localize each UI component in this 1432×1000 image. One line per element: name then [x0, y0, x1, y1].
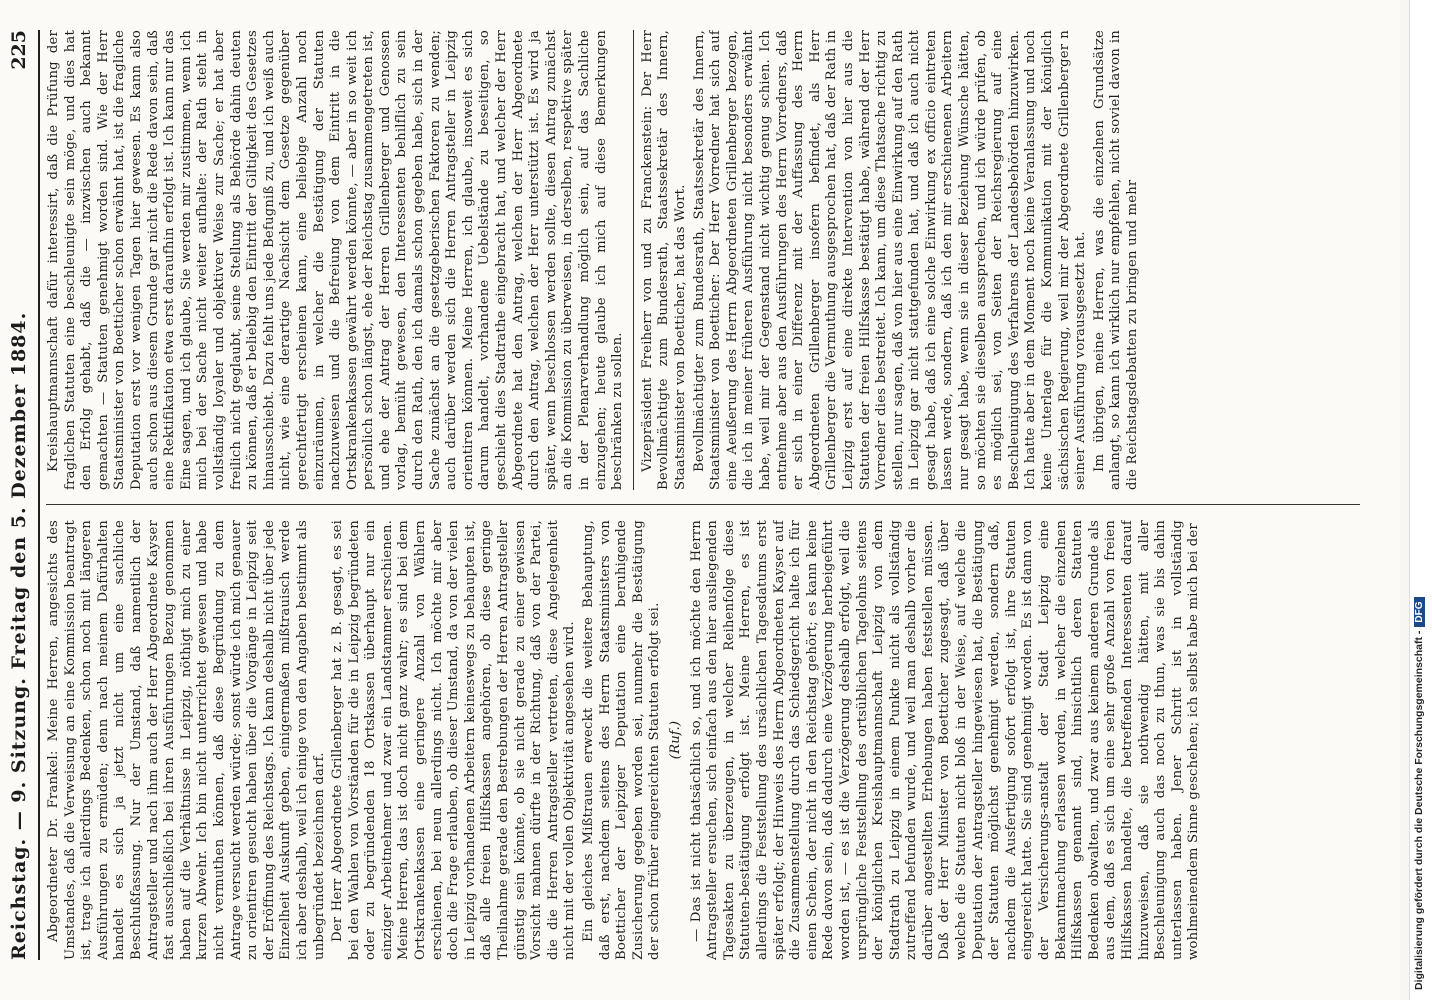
paragraph: Im übrigen, meine Herren, was die einzelnen Grundsätze anlangt, so kann ich wirklich nur empfehlen, nicht soviel davon in die Reichstagsdebatten zu bringen und mehr	[1091, 30, 1140, 490]
section-rule	[633, 30, 634, 490]
paragraph: Bevollmächtigter zum Bundesrath, Staatssekretär des Innern, Staatsminister von Boetticher: Der Herr Vorredner hat sich auf eine Aeußerung des Herrn Abgeordneten Grillenberger bezogen, die ich in meiner früheren Ausführung nicht besonders erwähnt habe, weil mir der Gegenstand nicht wichtig genug schien. Ich entnehme aber aus den Ausführungen des Herrn Vorredners, daß er sich in einer Differenz mit der Auffassung des Herrn Abgeordneten Grillenberger insofern befindet, als Herr Grillenberger die Vermuthung ausgesprochen hat, daß der Rath in Leipzig erst auf eine direkte Intervention von hier aus die Statuten der freien Hilfskasse bestätigt habe, während der Herr Vorredner dies bestreitet. Ich kann, um diese Thatsache richtig zu stellen, nur sagen, daß von hier aus eine Einwirkung auf den Rath in Leipzig gar nicht stattgefunden hat, und daß ich auch nicht gesagt habe, daß ich eine solche Einwirkung ex officio eintreten lassen werde, sondern, daß ich den mir erschienenen Arbeitern nur gesagt habe, wenn sie in dieser Beziehung Wünsche hätten, so möchten sie dieselben aussprechen, und ich würde prüfen, ob es möglich sei, von Seiten der Reichsregierung auf eine Beschleunigung des Verfahrens der Landesbehörden hinzuwirken. Ich hatte aber in dem Moment noch keine Veranlassung und noch keine Unterlage für die Kommunikation mit der königlich sächsischen Regierung, weil mir der Abgeordnete Grillenberger n seiner Ausführung vorausgesetzt hat.	[691, 30, 1089, 490]
paragraph: Abgeordneter Dr. Frankel: Meine Herren, angesichts des Umstandes, daß die Verweisung an eine Kommission beantragt ist, trage ich allerdings Bedenken, schon noch mit längeren Ausführungen zu ermüden; denn nach meinem Dafürhalten handelt es sich ja jetzt nicht um eine sachliche Beschlußfassung. Nur der Umstand, daß namentlich der Antragsteller und nach ihm auch der Herr Abgeordnete Kayser fast ausschließlich bei ihren Ausführungen Bezug genommen haben auf die Verhältnisse in Leipzig, nöthigt mich zu einer kurzen Abwehr. Ich bin nicht unterrichtet gewesen und habe nicht vermuthen können, daß diese Begründung zu dem Antrage versucht werden würde; sonst würde ich mich genauer zu orientiren gesucht haben über die Vorgänge in Leipzig seit der Eröffnung des Reichstags. Ich kann deshalb nicht über jede Einzelheit Auskunft geben, einigermaßen mißtrauisch werde ich aber deshalb, weil ich einige von den Angaben bestimmt als unbegründet bezeichnen darf.	[46, 520, 327, 960]
interjection: (Ruf.)	[667, 720, 683, 760]
funding-note: Digitalisierung gefördert durch die Deutsche Forschungsgemeinschaft -	[1413, 630, 1425, 990]
right-column	[46, 30, 1360, 490]
column-divider	[46, 504, 1360, 505]
page-number: 225	[8, 30, 30, 70]
dfg-logo: DFG	[1414, 598, 1425, 627]
running-head: Reichstag. — 9. Sitzung. Freitag den 5. Dezember 1884.	[8, 311, 30, 960]
paragraph: Ein gleiches Mißtrauen erweckt die weitere Behauptung, daß erst, nachdem seitens des Herrn Staatsministers von Boetticher der Leipziger Deputation eine beruhigende Zusicherung gegeben worden sei, nunmehr die Bestätigung der schon früher eingereichten Statuten erfolgt sei.	[581, 520, 663, 960]
paragraph: Vizepräsident Freiherr von und zu Franckenstein: Der Herr Bevollmächtigte zum Bundesrath, Staatssekretär des Innern, Staatsminister von Boetticher, hat das Wort.	[639, 30, 688, 490]
paragraph: Der Herr Abgeordnete Grillenberger hat z. B. gesagt, es sei bei den Wahlen von Vorständen für die in Leipzig begründeten oder zu begründenden 18 Ortskassen überhaupt nur ein einziger Arbeitnehmer und zwar ein Landstammer erschienen. Meine Herren, das ist doch nicht ganz wahr; es sind bei dem Ortskrankenkassen eine geringere Anzahl von Wählern erschienen, bei neun allerdings nicht. Ich möchte mir aber doch die Frage erlauben, ob dieser Umstand, da von der vielen in Leipzig vorhandenen Arbeitern keineswegs zu behaupten ist, daß alle freien Hilfskassen angehören, ob diese geringe Theilnahme gerade den Bestrebungen der Herren Antragsteller günstig sein könnte, ob sie nicht gerade zu einer gewissen Vorsicht mahnen dürfte in der Richtung, daß von der Partei, die die Herren Antragsteller vertreten, diese Angelegenheit nicht mit der vollen Objektivität angesehen wird.	[330, 520, 578, 960]
page-header	[8, 30, 38, 960]
paragraph: — Das ist nicht thatsächlich so, und ich möchte den Herrn Antragsteller ersuchen, sich einfach aus den hier ausliegenden Tagesakten zu überzeugen, in welcher Reihenfolge diese Statuten-bestätigung erfolgt ist. Meine Herren, es ist allerdings die Feststellung des ursächlichen Tagesdatums erst später erfolgt; der Hinweis des Herrn Abgeordneten Kayser auf die Zusammenstellung durch das Schiedsgericht halte ich für einen Schein, der nicht in den Reichstag gehört; es kann keine Rede davon sein, daß dadurch eine Verzögerung herbeigeführt worden ist, — es ist die Verzögerung deshalb erfolgt, weil die ursprüngliche Feststellung des ortsüblichen Tagelohns seitens der königlichen Kreishauptmannschaft Leipzig von dem Stadtrath zu Leipzig in einem Punkte nicht als vollständig zutreffend befunden wurde, und weil man deshalb vorher die darüber angestellten Erhebungen haben feststellen müssen. Daß der Herr Minister von Boetticher zugesagt, daß über welche die Statuten nicht bloß in der Weise, auf welche die Deputation der Antragsteller hingewiesen hat, die Bestätigung der Statuten möglichst genehmigt werden, sondern daß, nachdem die Ausfertigung sofort erfolgt ist, ihre Statuten eingereicht hatte. Sie sind genehmigt worden. Es ist dann von der Versicherungs-anstalt der Stadt Leipzig eine Bekanntmachung erlassen worden, in welcher die einzelnen Hilfskassen genannt sind, hinsichtlich deren Statuten Bedenken obwalten, und zwar aus keinem anderen Grunde als aus dem, daß es sich um eine sehr große Anzahl von freien Hilfskassen handelte, die betreffenden Interessenten darauf hinzuweisen, daß sie nothwendig hätten, mit aller Beschleunigung auch das noch zu thun, was sie bis dahin unterlassen haben. Jener Schritt ist in vollständig wohlmeinendem Sinne geschehen; ich selbst habe mich bei der	[688, 520, 1202, 960]
digitization-sidebar	[1409, 0, 1432, 1000]
header-rule	[38, 30, 40, 960]
left-column	[46, 520, 1360, 960]
paragraph: Kreishauptmannschaft dafür interessirt, daß die Prüfung der fraglichen Statuten eine beschleunigte sein möge, und dies hat den Erfolg gehabt, daß die — inzwischen auch bekannt gemachten — Statuten genehmigt worden sind. Wie der Herr Staatsminister von Boetticher schon erwähnt hat, ist die fragliche Deputation erst vor wenigen Tagen hier gewesen. Es kann also auch schon aus diesem Grunde gar nicht die Rede davon sein, daß eine Rektifikation etwa erst daraufhin erfolgt ist. Ich kann nur das Eine sagen, und ich glaube, Sie werden mir zustimmen, wenn ich mich bei der Sache nicht weiter aufhalte: der Rath steht in vollständig loyaler und objektiver Weise zur Sache; er hat aber freilich nicht geglaubt, seine Stellung als Behörde dahin deuten zu können, daß er beliebig den Eintritt der Giltigkeit des Gesetzes hinausschiebt. Dazu fehlt uns jede Befugniß zu, und ich weiß auch nicht, wie eine derartige Nachsicht dem Gesetze gegenüber gerechtfertigt erscheinen kann, eine beliebige Anzahl noch einzuräumen, in welcher die Bestätigung der Statuten nachzuweisen und die Befreiung von dem Eintritt in die Ortskrankenkassen gewährt werden könnte, — aber in so weit ich persönlich schon längst, ehe der Reichstag zusammengetreten ist, und ehe der Antrag der Herren Grillenberger und Genossen vorlag, bemüht gewesen, den Interessenten behilflich zu sein durch den Rath, den ich damals schon gegeben habe, sich in der Sache zunächst an die gesetzgeberischen Faktoren zu wenden; auch darüber werden sich die Herren Antragsteller in Leipzig orientiren können. Meine Herren, ich glaube, insoweit es sich darum handelt, vorhandene Uebelstände zu beseitigen, so geschieht dies Stadtrathe eingebracht hat, und welcher der Herr Abgeordnete hat den Antrag, welchen der Herr Abgeordnete durch den Antrag, welchen der Herr unterstützt ist. Es wird ja später, wenn beschlossen werden sollte, diesen Antrag zunächst an die Kommission zu überweisen, in derselben, respektive später in der Plenarverhandlung möglich sein, auf das Sachliche einzugehen; heute glaube ich mich auf diese Bemerkungen beschränken zu sollen.	[46, 30, 626, 490]
sidebar-text	[1413, 0, 1425, 990]
